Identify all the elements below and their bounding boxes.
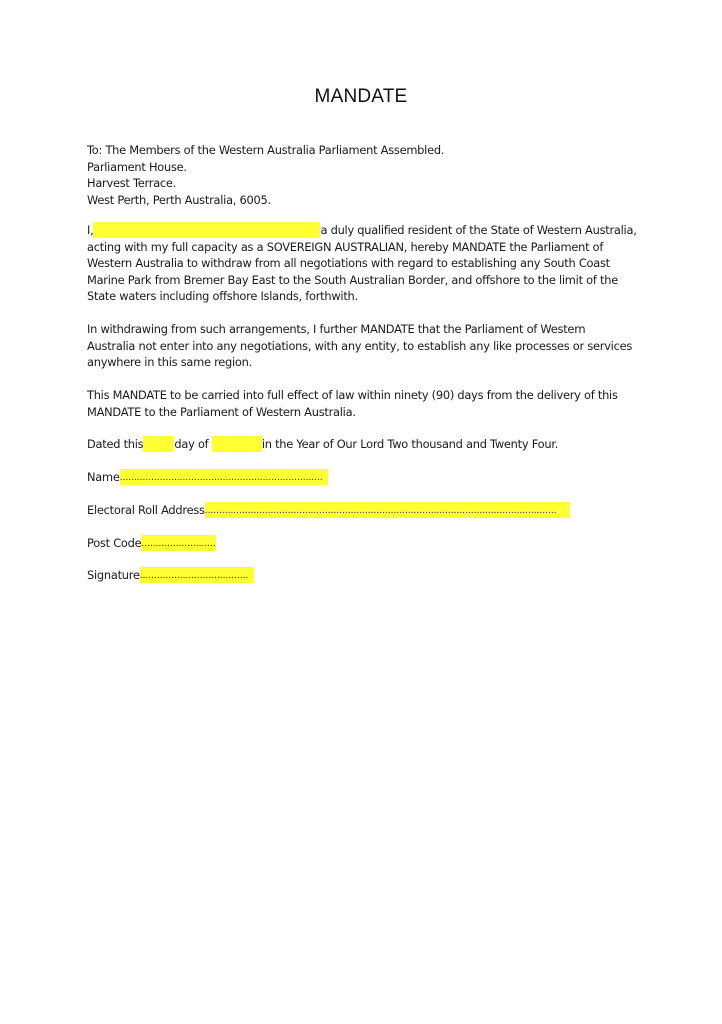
address-line: Harvest Terrace. — [87, 176, 177, 190]
post-code-line — [87, 535, 647, 552]
paragraph-line: In withdrawing from such arrangements, I further MANDATE that the Parliament of Western — [87, 322, 586, 336]
signature-field[interactable]: ...................................... — [140, 567, 254, 583]
year-text: in the Year of Our Lord Two thousand and Twenty Four. — [261, 437, 559, 451]
mandate-paragraph-1 — [87, 222, 647, 305]
name-line — [87, 469, 647, 486]
day-of-label: day of — [174, 437, 209, 451]
address-line: Parliament House. — [87, 159, 187, 174]
electoral-address-row — [87, 502, 647, 519]
paragraph-line: State waters including offshore Islands, forthwith. — [87, 289, 358, 303]
paragraph-line: Western Australia to withdraw from all negotiations with regard to establishing any South Coast — [87, 256, 610, 270]
paragraph-line — [87, 222, 647, 239]
name-field[interactable]: ....................................................................... — [120, 469, 328, 485]
post-code-field[interactable]: .......................... — [141, 535, 216, 551]
paragraph-line: acting with my full capacity as a SOVEREIGN AUSTRALIAN, hereby MANDATE the Parliament of — [87, 239, 604, 254]
document-title: MANDATE — [314, 86, 408, 107]
mandate-paragraph-3 — [87, 387, 647, 420]
dated-label: Dated this — [87, 437, 144, 451]
day-field[interactable] — [143, 436, 174, 452]
signature-line — [87, 567, 647, 584]
name-row — [87, 469, 647, 486]
resident-suffix: a duly qualified resident of the State of Western Australia, — [320, 223, 637, 237]
paragraph-line: MANDATE to the Parliament of Western Australia. — [87, 404, 356, 419]
paragraph-line: anywhere in this same region. — [87, 355, 252, 369]
mandate-paragraph-2 — [87, 321, 647, 371]
paragraph-line: Australia not enter into any negotiations, with any entity, to establish any like processes or services — [87, 338, 633, 353]
post-code-row — [87, 535, 647, 552]
resident-name-field[interactable] — [93, 222, 320, 238]
post-code-label: Post Code — [87, 536, 142, 550]
dated-line — [87, 436, 647, 453]
name-label: Name — [87, 470, 120, 484]
electoral-address-label: Electoral Roll Address — [87, 503, 205, 517]
electoral-address-field[interactable]: ........................................................................................................................... — [205, 502, 570, 518]
address-line: To: The Members of the Western Australia Parliament Assembled. — [87, 143, 445, 157]
address-block — [87, 142, 647, 208]
paragraph-line: Marine Park from Bremer Bay East to the South Australian Border, and offshore to the limit of the — [87, 272, 618, 287]
resident-prefix: I, — [87, 223, 94, 237]
signature-label: Signature — [87, 568, 140, 582]
electoral-address-line — [87, 502, 647, 519]
paragraph-line: This MANDATE to be carried into full effect of law within ninety (90) days from the delivery of this — [87, 388, 618, 402]
dated-line-text — [87, 436, 647, 453]
signature-row — [87, 567, 647, 584]
address-line: West Perth, Perth Australia, 6005. — [87, 192, 271, 207]
month-field[interactable] — [212, 436, 262, 452]
